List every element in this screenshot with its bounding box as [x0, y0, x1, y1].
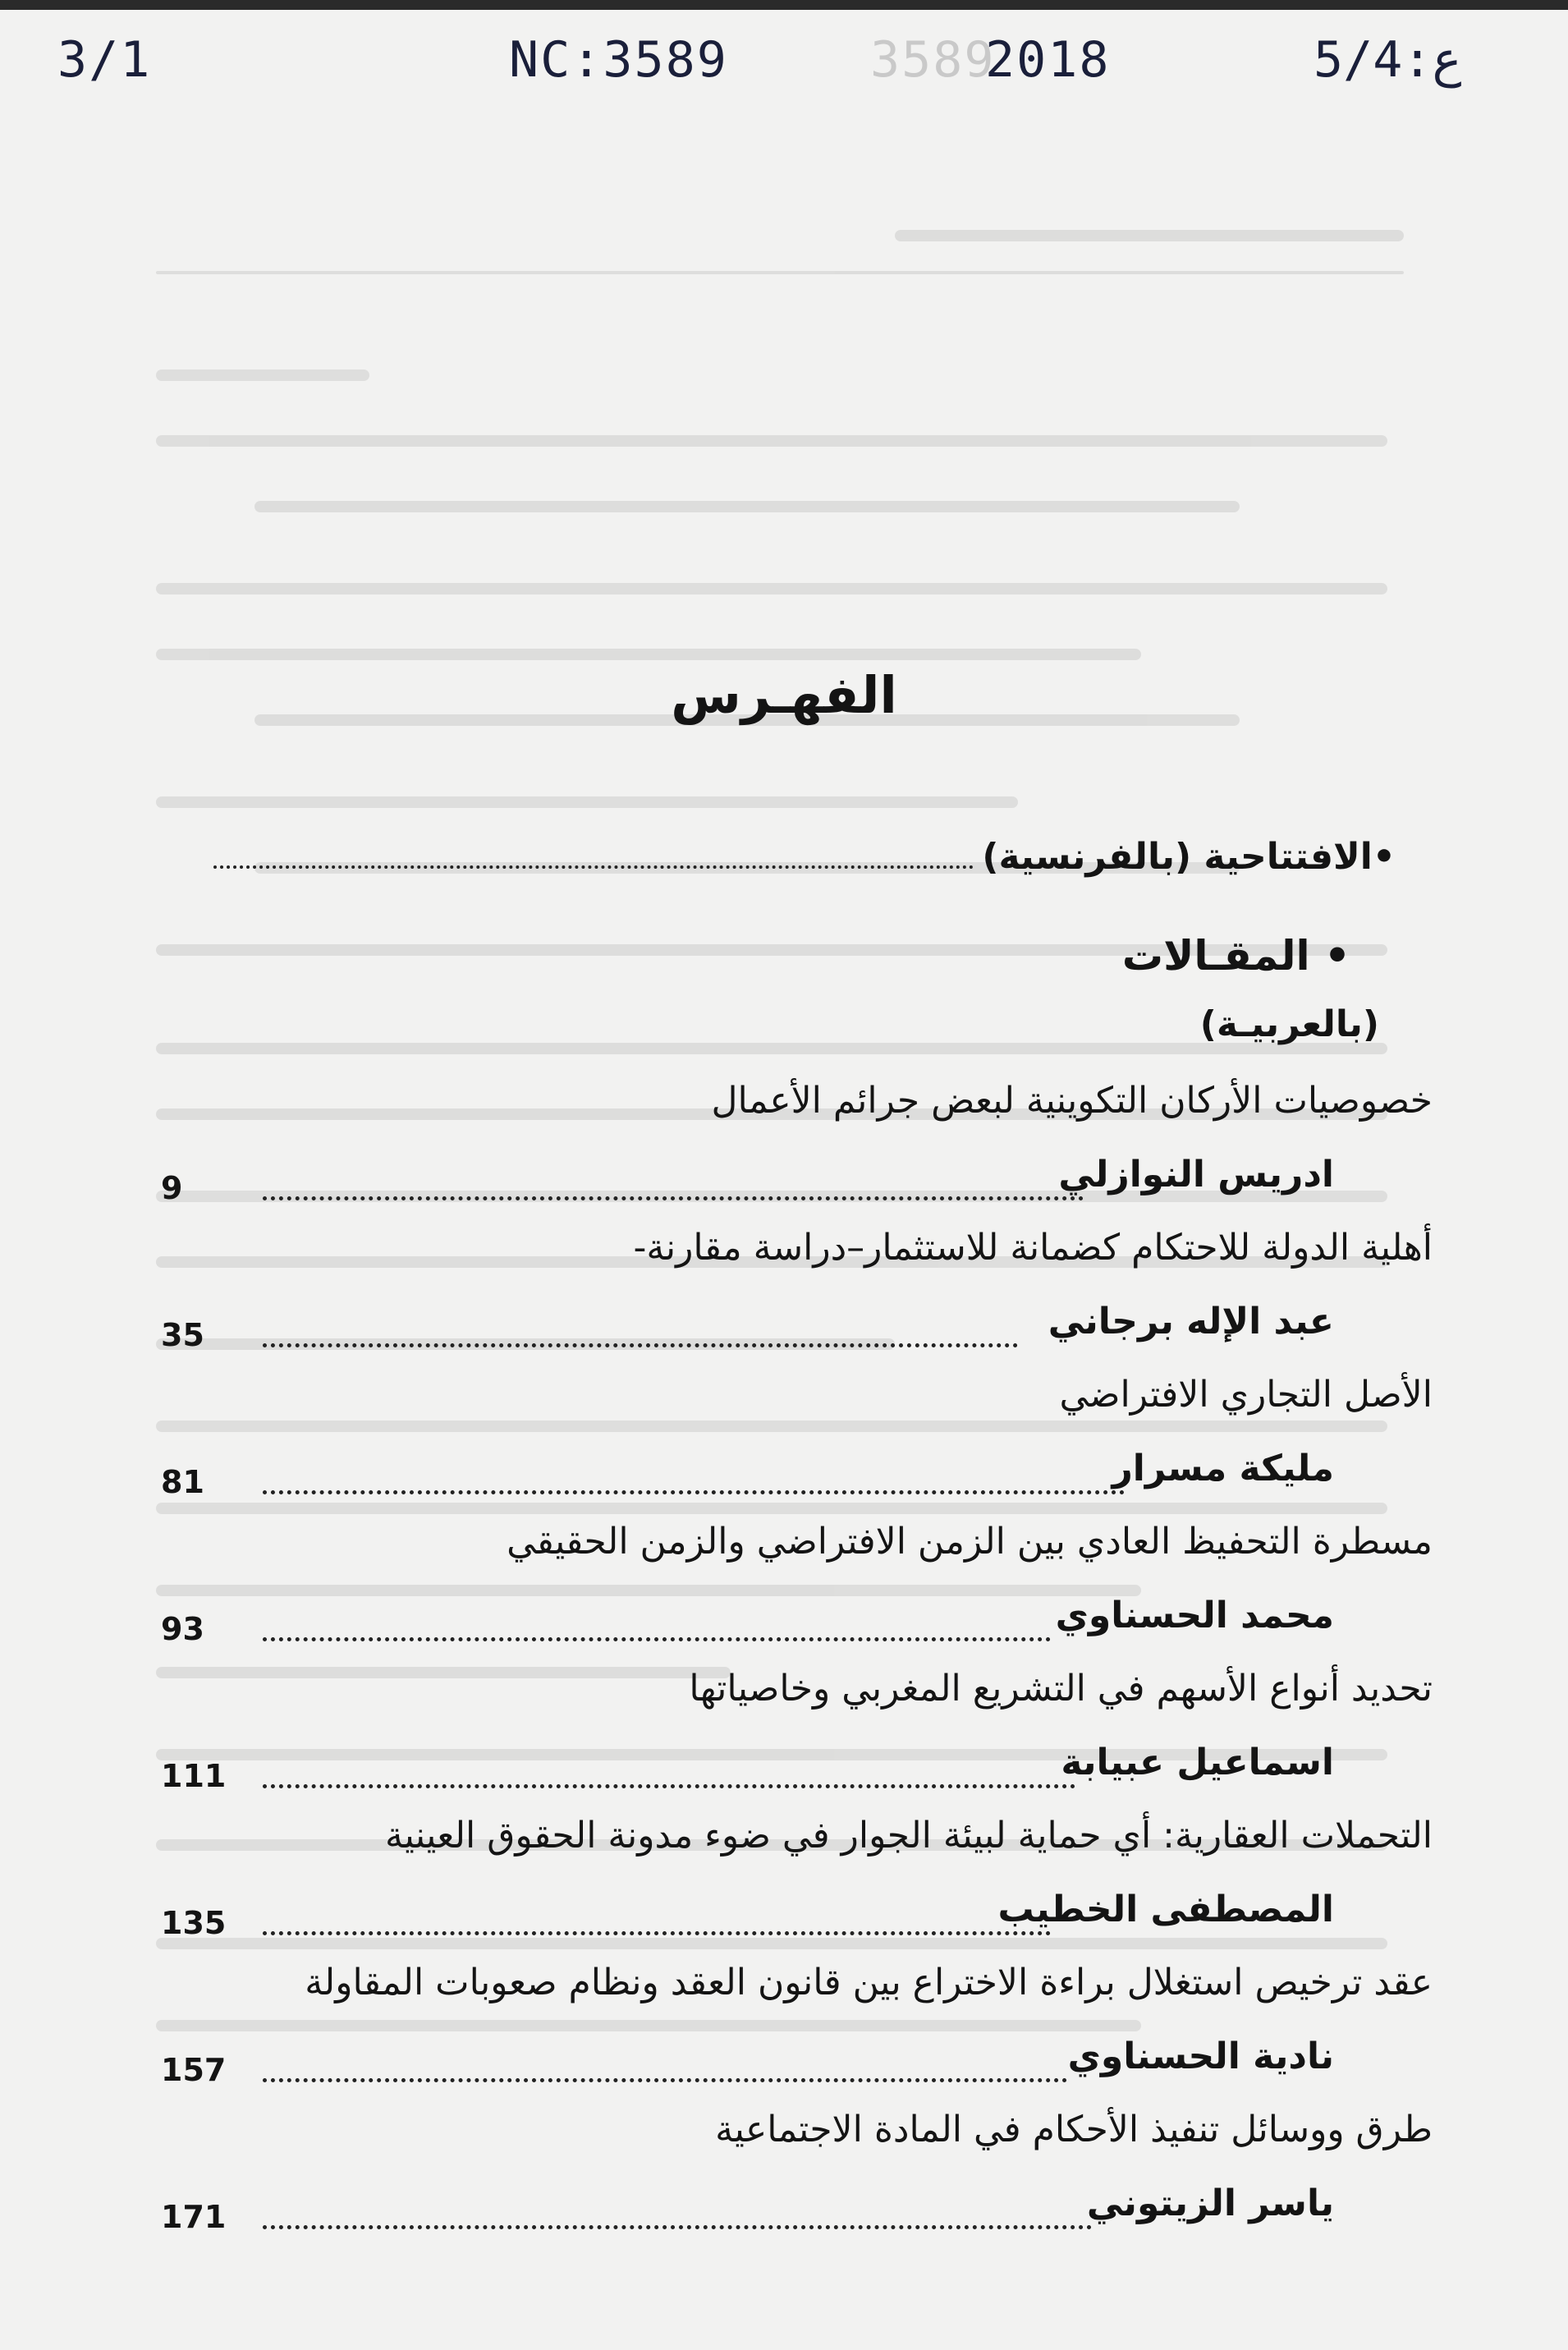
toc-entry-page: 157: [161, 2052, 227, 2088]
handwritten-catalog-code-ghost: 3589: [870, 31, 996, 89]
toc-entry-page: 171: [161, 2199, 227, 2235]
toc-entry-author: محمد الحسناوي: [1055, 1595, 1334, 1636]
toc-entry-title: الأصل التجاري الافتراضي: [1059, 1374, 1433, 1416]
toc-entry-page: 111: [161, 1758, 227, 1794]
toc-entry-title: طرق ووسائل تنفيذ الأحكام في المادة الاجتماعية: [715, 2109, 1433, 2150]
toc-entry-page: 135: [161, 1905, 227, 1941]
toc-entry-title: خصوصيات الأركان التكوينية لبعض جرائم الأعمال: [711, 1080, 1433, 1122]
toc-entry-title: عقد ترخيص استغلال براءة الاختراع بين قانون العقد ونظام صعوبات المقاولة: [305, 1962, 1433, 2003]
bleed-through-texture: [156, 197, 1437, 2250]
toc-entry-author: ياسر الزيتوني: [1086, 2182, 1334, 2224]
toc-entry-title: مسطرة التحفيظ العادي بين الزمن الافتراضي والزمن الحقيقي: [507, 1521, 1433, 1563]
dot-leader: [263, 1931, 1051, 1935]
scan-top-edge: [0, 0, 1568, 10]
dot-leader: [263, 1784, 1075, 1788]
toc-entry-author: مليكة مسرار: [1112, 1448, 1334, 1489]
dot-leader: [263, 1196, 1084, 1200]
toc-entry-author: عبد الإله برجاني: [1048, 1301, 1334, 1343]
handwritten-issue-number: 5/4:ع: [1314, 31, 1462, 89]
toc-entry-title: أهلية الدولة للاحتكام كضمانة للاستثمار–دراسة مقارنة-: [633, 1227, 1433, 1269]
dot-leader: [263, 2078, 1067, 2082]
toc-entry-page: 9: [161, 1170, 183, 1206]
toc-entry-page: 93: [161, 1611, 204, 1647]
toc-subsection-arabic: (بالعربيـة): [1199, 1003, 1379, 1045]
page-title: الفهـرس: [671, 665, 897, 725]
bullet-icon: •: [1372, 836, 1396, 878]
dot-leader: [263, 1490, 1125, 1494]
dot-leader: [263, 2225, 1092, 2229]
toc-section-intro: [205, 836, 1396, 878]
toc-entry-author: المصطفى الخطيب: [997, 1889, 1334, 1930]
dot-leader: [263, 1637, 1051, 1641]
toc-section-articles-label: المقـالات: [1121, 932, 1310, 980]
handwritten-number-left: 3/1: [57, 31, 152, 89]
toc-entry-page: 35: [161, 1317, 204, 1353]
bullet-icon: •: [1324, 932, 1350, 980]
handwritten-year: 2018: [985, 31, 1111, 89]
toc-entry-page: 81: [161, 1464, 204, 1500]
toc-entry-author: ادريس النوازلي: [1058, 1154, 1334, 1196]
handwritten-catalog-code: NC:3589: [509, 31, 728, 89]
dot-leader: [263, 1343, 1018, 1347]
toc-entry-title: تحديد أنواع الأسهم في التشريع المغربي وخاصياتها: [689, 1668, 1433, 1710]
toc-section-intro-label: الافتتاحية (بالفرنسية): [982, 836, 1373, 878]
toc-entry-author: نادية الحسناوي: [1067, 2036, 1334, 2077]
dot-leader: [213, 865, 974, 869]
toc-section-articles: [1122, 932, 1350, 980]
toc-entry-author: اسماعيل عبيابة: [1061, 1742, 1334, 1783]
toc-entry-title: التحملات العقارية: أي حماية لبيئة الجوار في ضوء مدونة الحقوق العينية: [385, 1815, 1433, 1857]
